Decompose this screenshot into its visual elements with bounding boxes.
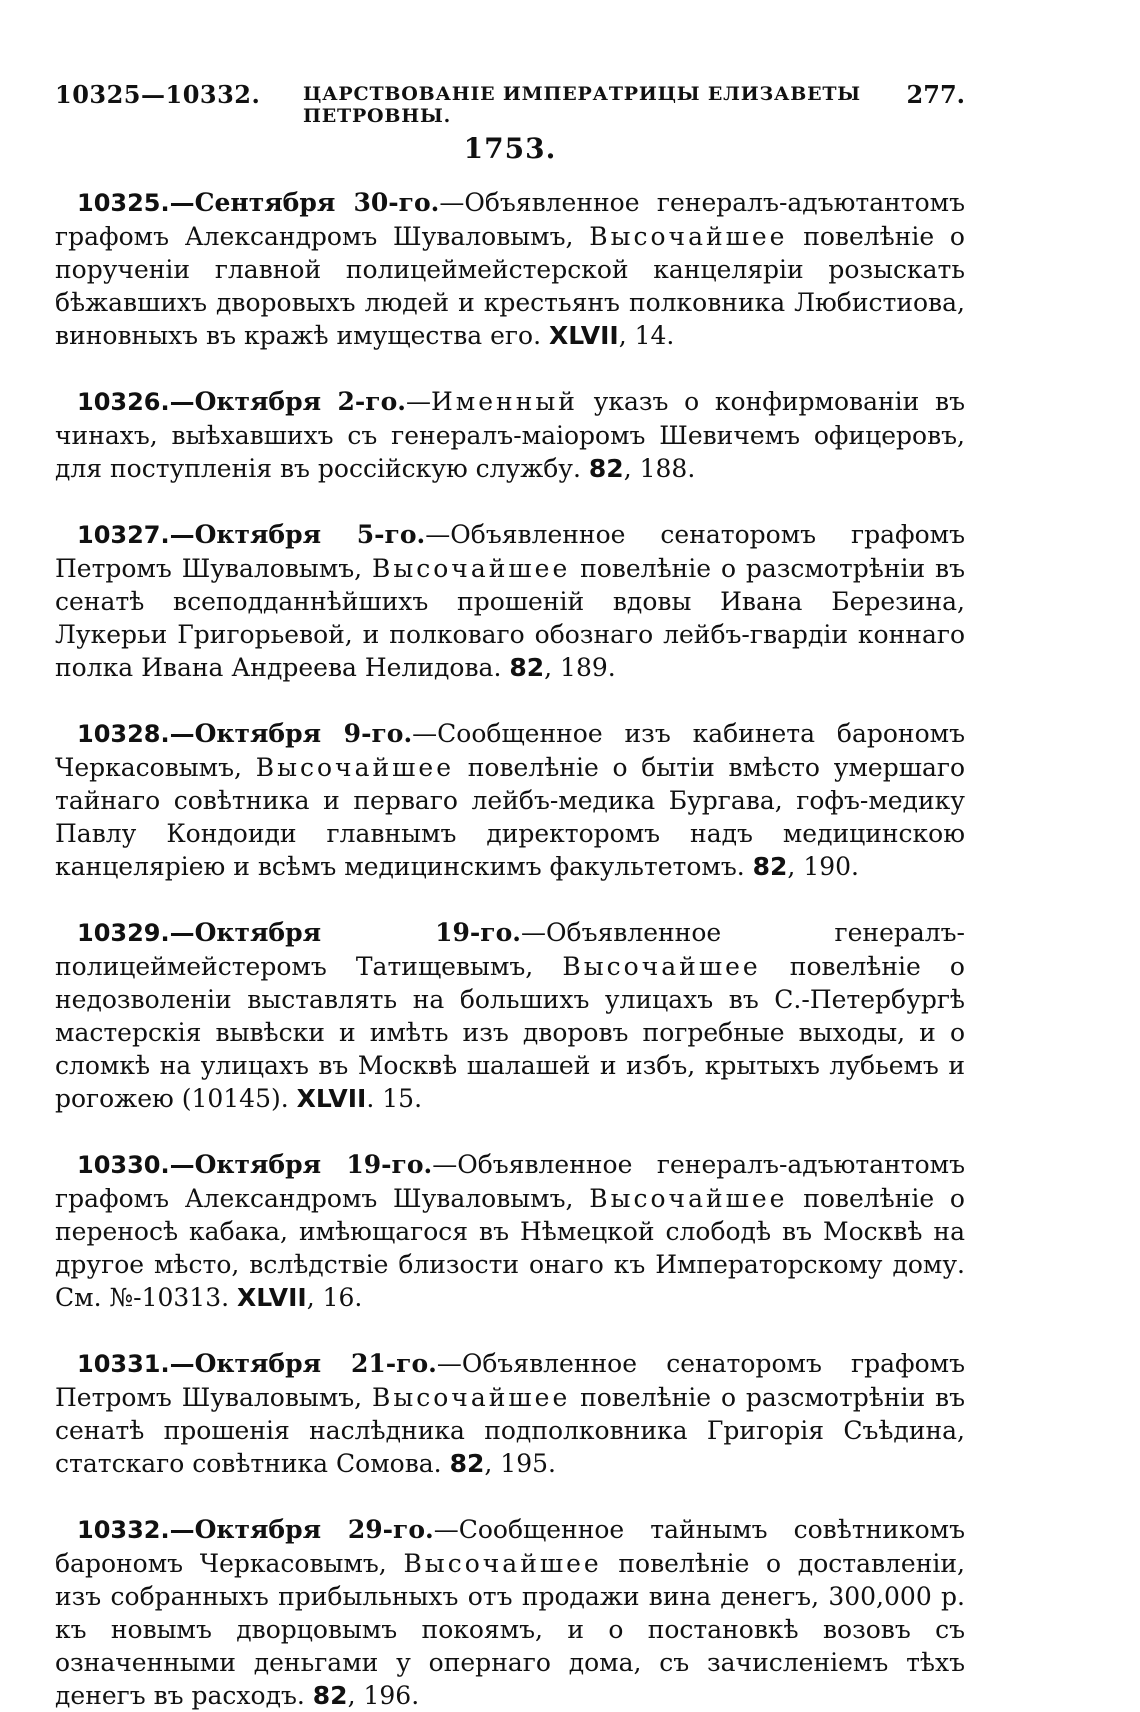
entry-number: 10325. bbox=[77, 189, 170, 217]
entry-10325 bbox=[55, 186, 965, 352]
entry-page: , 195. bbox=[484, 1449, 556, 1478]
entry-date: —Октября 2-го. bbox=[169, 387, 406, 416]
entry-number: 10330. bbox=[77, 1151, 170, 1179]
entry-volume: 82 bbox=[509, 653, 545, 682]
entry-date: —Октября 21-го. bbox=[169, 1349, 437, 1378]
entry-text: повелѣніе о бытіи вмѣсто умершаго тайнаго совѣтника и перваго лейбъ-медика Бургава, гофъ-медику Павлу Кондоиди главнымъ директоромъ надъ медицинскою канцеляріею и всѣмъ медицинскимъ факультетомъ. bbox=[55, 753, 965, 881]
entry-10326 bbox=[55, 385, 965, 485]
entry-page: , 190. bbox=[787, 852, 859, 881]
entry-spaced-word: Высочайшее bbox=[371, 554, 571, 583]
entry-date: —Октября 5-го. bbox=[169, 520, 426, 549]
entry-volume: 82 bbox=[449, 1449, 485, 1478]
entry-spaced-word: Высочайшее bbox=[562, 952, 761, 981]
entry-volume: XLVII bbox=[237, 1283, 307, 1312]
entry-volume: XLVII bbox=[296, 1084, 367, 1113]
entry-number: 10331. bbox=[77, 1350, 170, 1378]
entry-date: —Сентября 30-го. bbox=[169, 188, 440, 217]
entry-page: , 189. bbox=[544, 653, 616, 682]
running-head bbox=[55, 80, 965, 127]
entry-number: 10332. bbox=[77, 1516, 170, 1544]
entry-spaced-word: Высочайшее bbox=[403, 1549, 602, 1578]
entry-10329 bbox=[55, 916, 965, 1115]
entry-10328 bbox=[55, 717, 965, 883]
entry-page: , 14. bbox=[618, 321, 675, 350]
entry-page: . 15. bbox=[366, 1084, 423, 1113]
entry-page: , 188. bbox=[623, 454, 696, 483]
entry-number: 10328. bbox=[77, 720, 170, 748]
entry-text: —Объявленное генералъ-адъютантомъ графомъ Александромъ Шуваловымъ, bbox=[55, 188, 965, 251]
entry-spaced-word: Именный bbox=[431, 387, 578, 416]
page-number: 277. bbox=[906, 80, 965, 109]
entry-text: —Сообщенное изъ кабинета барономъ Черкасовымъ, bbox=[55, 719, 965, 782]
entries-list bbox=[55, 186, 965, 1712]
entry-date: —Октября 19-го. bbox=[169, 918, 522, 947]
entry-spaced-word: Высочайшее bbox=[371, 1383, 571, 1412]
entry-date: —Октября 19-го. bbox=[169, 1150, 433, 1179]
entry-10331 bbox=[55, 1347, 965, 1480]
entry-text: указъ о конфирмованіи въ чинахъ, выѣхавшихъ съ генералъ-маіоромъ Шевичемъ офицеровъ, для поступленія въ россійскую службу. bbox=[55, 387, 965, 483]
entry-text: повелѣніе о переносѣ кабака, имѣющагося въ Нѣмецкой слободѣ въ Москвѣ на другое мѣсто, вслѣдствіе близости онаго къ Императорскому дому. См. №-10313. bbox=[55, 1184, 965, 1312]
entry-number: 10327. bbox=[77, 521, 170, 549]
entry-page: , 196. bbox=[347, 1681, 420, 1710]
entry-volume: XLVII bbox=[548, 321, 619, 350]
entry-text: повелѣніе о недозволеніи выставлять на большихъ улицахъ въ С.-Петербургѣ мастерскія вывѣски и имѣть изъ дворовъ погребные выходы, и о сломкѣ на улицахъ въ Москвѣ шалашей и избъ, крытыхъ лубьемъ и рогожею (10145). bbox=[55, 952, 965, 1113]
entry-text: —Объявленное генералъ-полицеймейстеромъ Татищевымъ, bbox=[55, 918, 966, 981]
entry-text: —Объявленное генералъ-адъютантомъ графомъ Александромъ Шуваловымъ, bbox=[55, 1150, 966, 1213]
running-title: ЦАРСТВОВАНІЕ ИМПЕРАТРИЦЫ ЕЛИЗАВЕТЫ ПЕТРОВНЫ. bbox=[303, 83, 861, 127]
entry-text: повелѣніе о доставленіи, изъ собранныхъ прибыльныхъ отъ продажи вина денегъ, 300,000 р. къ новымъ дворцовымъ покоямъ, и о постановкѣ возовъ съ означенными деньгами у опернаго дома, съ зачисленіемъ тѣхъ денегъ въ расходъ. bbox=[55, 1549, 965, 1710]
entry-text: — bbox=[406, 387, 431, 416]
entry-text: —Объявленное сенаторомъ графомъ Петромъ Шуваловымъ, bbox=[55, 520, 966, 583]
entry-date: —Октября 9-го. bbox=[169, 719, 413, 748]
entry-text: повелѣніе о разсмотрѣніи въ сенатѣ всеподданнѣйшихъ прошеній вдовы Ивана Березина, Лукерьи Григорьевой, и полковаго обознаго лейбъ-гвардіи коннаго полка Ивана Андреева Нелидова. bbox=[55, 554, 965, 682]
entry-text: —Сообщенное тайнымъ совѣтникомъ барономъ Черкасовымъ, bbox=[55, 1515, 965, 1578]
entry-text: повелѣніе о порученіи главной полицеймейстерской канцеляріи розыскать бѣжавшихъ дворовыхъ людей и крестьянъ полковника Любистиова, виновныхъ въ кражѣ имущества его. bbox=[55, 222, 965, 350]
entry-10330 bbox=[55, 1148, 965, 1314]
entry-volume: 82 bbox=[312, 1681, 348, 1710]
entry-number: 10329. bbox=[77, 919, 170, 947]
entry-text: повелѣніе о разсмотрѣніи въ сенатѣ прошенія наслѣдника подполковника Григорія Съѣдина, статскаго совѣтника Сомова. bbox=[55, 1383, 965, 1478]
entry-volume: 82 bbox=[752, 852, 788, 881]
entry-10332 bbox=[55, 1513, 965, 1712]
entry-range: 10325—10332. bbox=[55, 80, 261, 109]
entry-spaced-word: Высочайшее bbox=[589, 222, 788, 251]
entry-10327 bbox=[55, 518, 965, 684]
entry-volume: 82 bbox=[588, 454, 624, 483]
entry-text: —Объявленное сенаторомъ графомъ Петромъ Шуваловымъ, bbox=[55, 1349, 966, 1412]
entry-date: —Октября 29-го. bbox=[169, 1515, 434, 1544]
entry-page: , 16. bbox=[306, 1283, 363, 1312]
entry-spaced-word: Высочайшее bbox=[255, 753, 454, 782]
entry-spaced-word: Высочайшее bbox=[589, 1184, 788, 1213]
entry-number: 10326. bbox=[77, 388, 170, 416]
year-heading: 1753. bbox=[463, 132, 557, 165]
